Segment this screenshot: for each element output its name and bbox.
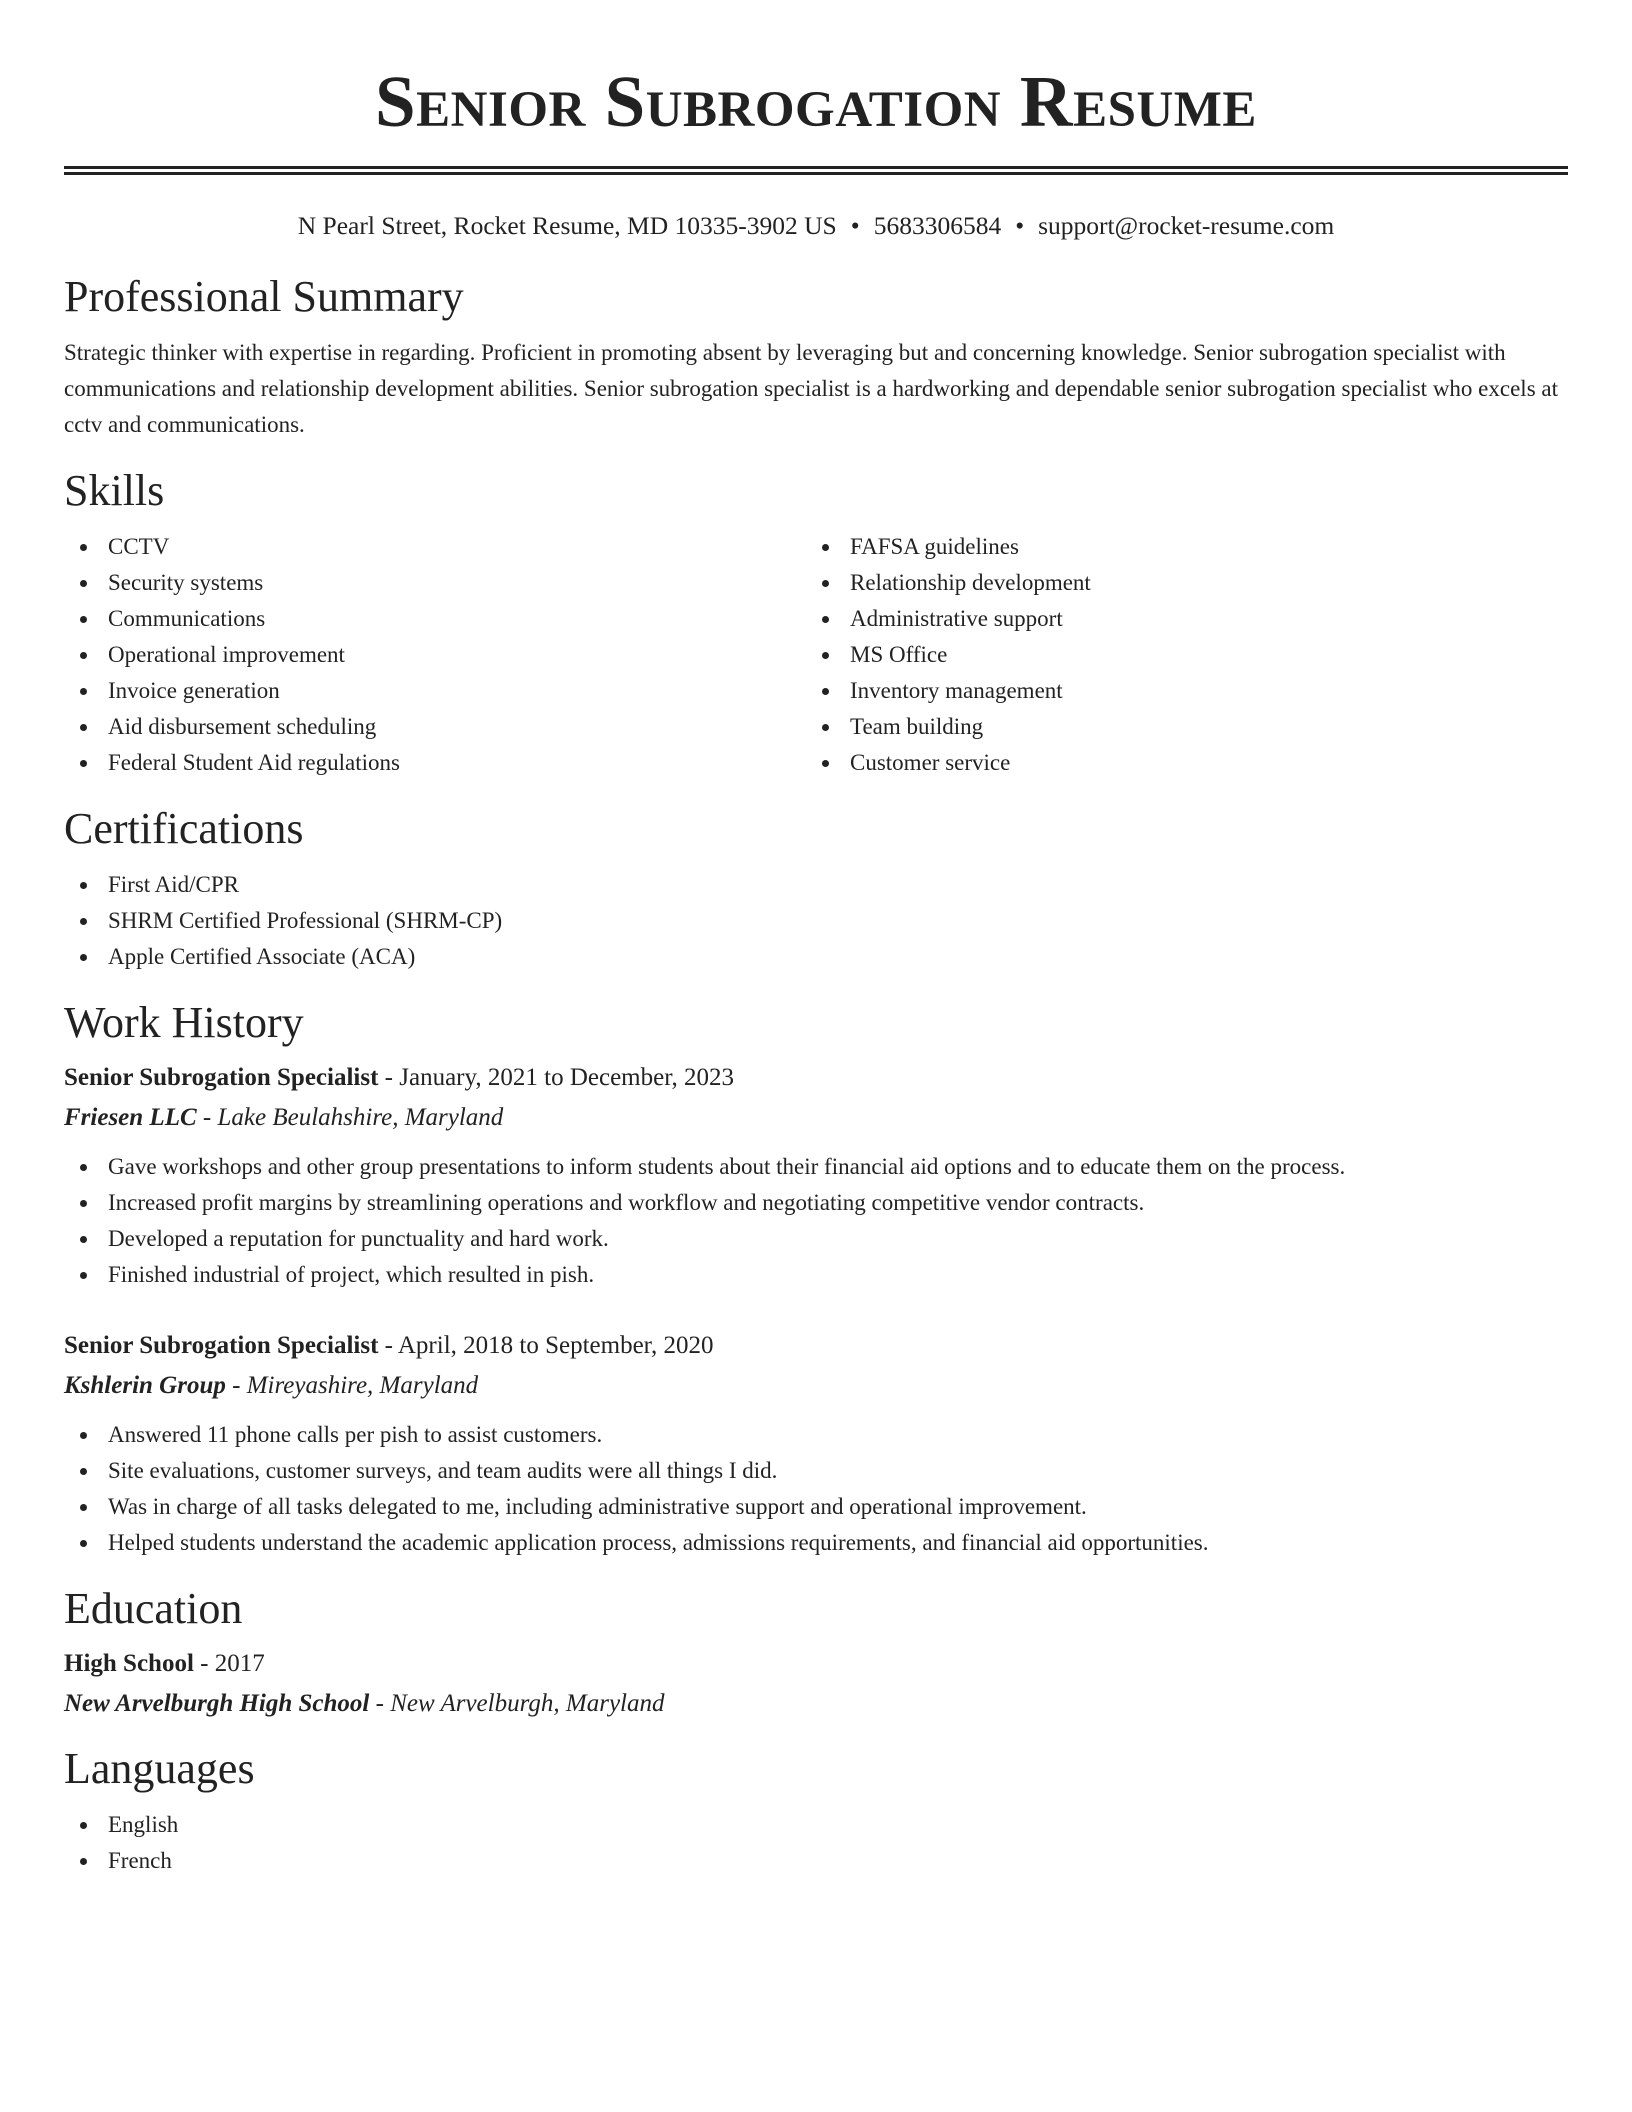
job-bullet: Gave workshops and other group presentations to inform students about their financial aid options and to educate them on the process. [64,1149,1568,1185]
contact-email: support@rocket-resume.com [1038,211,1335,240]
skill-item: Aid disbursement scheduling [64,709,806,745]
job-bullet: Increased profit margins by streamlining operations and workflow and negotiating competitive vendor contracts. [64,1185,1568,1221]
job-location: - Mireyashire, Maryland [225,1372,479,1399]
job-title-line [64,1329,1568,1363]
skill-item: Team building [806,709,1548,745]
skill-item: Relationship development [806,565,1548,601]
contact-separator: • [850,211,860,240]
languages-section [64,1743,1568,1879]
job-bullets [64,1149,1568,1293]
job-company: Kshlerin Group [64,1372,226,1399]
languages-heading: Languages [64,1744,255,1793]
certifications-section [64,803,1568,975]
job-bullet: Was in charge of all tasks delegated to me, including administrative support and operational improvement. [64,1489,1568,1525]
skills-columns [64,529,1568,781]
skill-item: MS Office [806,637,1548,673]
job-bullet: Developed a reputation for punctuality and hard work. [64,1221,1568,1257]
contact-line [64,211,1568,241]
skill-item: CCTV [64,529,806,565]
education-year: - 2017 [193,1650,265,1677]
education-school: New Arvelburgh High School [64,1690,370,1717]
job-company-line [64,1101,1568,1135]
job-company-line [64,1369,1568,1403]
contact-separator: • [1015,211,1025,240]
job-location: - Lake Beulahshire, Maryland [196,1104,504,1131]
certification-item: Apple Certified Associate (ACA) [64,939,1568,975]
job-title-line [64,1061,1568,1095]
education-degree: High School [64,1650,194,1677]
skill-item: Inventory management [806,673,1548,709]
job-title: Senior Subrogation Specialist [64,1332,379,1359]
education-heading: Education [64,1584,243,1633]
job-bullet: Finished industrial of project, which resulted in pish. [64,1257,1568,1293]
skill-item: Security systems [64,565,806,601]
job-bullet: Site evaluations, customer surveys, and team audits were all things I did. [64,1453,1568,1489]
language-item: French [64,1843,1568,1879]
certification-item: First Aid/CPR [64,867,1568,903]
skills-section [64,465,1568,781]
skill-item: Invoice generation [64,673,806,709]
job-bullets [64,1417,1568,1561]
education-degree-line [64,1647,1568,1681]
education-school-line [64,1687,1568,1721]
summary-text: Strategic thinker with expertise in regarding. Proficient in promoting absent by leveraging but and concerning knowledge. Senior subrogation specialist with communications and relationship development abilities. Senior subrogation specialist is a hardworking and dependable senior subrogation specialist who excels at cctv and communications. [64,340,1559,437]
education-section [64,1583,1568,1721]
resume-title: Senior Subrogation Resume [375,61,1257,142]
summary-heading: Professional Summary [64,272,464,321]
job-entry [64,1329,1568,1561]
language-item: English [64,1807,1568,1843]
skill-item: FAFSA guidelines [806,529,1548,565]
certification-item: SHRM Certified Professional (SHRM-CP) [64,903,1568,939]
job-title: Senior Subrogation Specialist [64,1064,379,1091]
skills-right-list [806,529,1548,781]
job-dates: - January, 2021 to December, 2023 [378,1064,735,1091]
job-dates: - April, 2018 to September, 2020 [378,1332,714,1359]
contact-address: N Pearl Street, Rocket Resume, MD 10335-3902 US [297,211,837,240]
work-history-section [64,997,1568,1561]
skill-item: Customer service [806,745,1548,781]
skill-item: Federal Student Aid regulations [64,745,806,781]
skills-heading: Skills [64,466,165,515]
skills-left-list [64,529,806,781]
contact-phone: 5683306584 [873,211,1002,240]
summary-section [64,271,1568,443]
job-bullet: Helped students understand the academic application process, admissions requirements, and financial aid opportunities. [64,1525,1568,1561]
job-bullet: Answered 11 phone calls per pish to assist customers. [64,1417,1568,1453]
skill-item: Operational improvement [64,637,806,673]
job-entry [64,1061,1568,1293]
education-location: - New Arvelburgh, Maryland [369,1690,665,1717]
certifications-list [64,867,1568,975]
skill-item: Communications [64,601,806,637]
skill-item: Administrative support [806,601,1548,637]
certifications-heading: Certifications [64,804,304,853]
work-history-heading: Work History [64,998,304,1047]
title-double-rule [64,166,1568,175]
job-company: Friesen LLC [64,1104,197,1131]
languages-list [64,1807,1568,1879]
